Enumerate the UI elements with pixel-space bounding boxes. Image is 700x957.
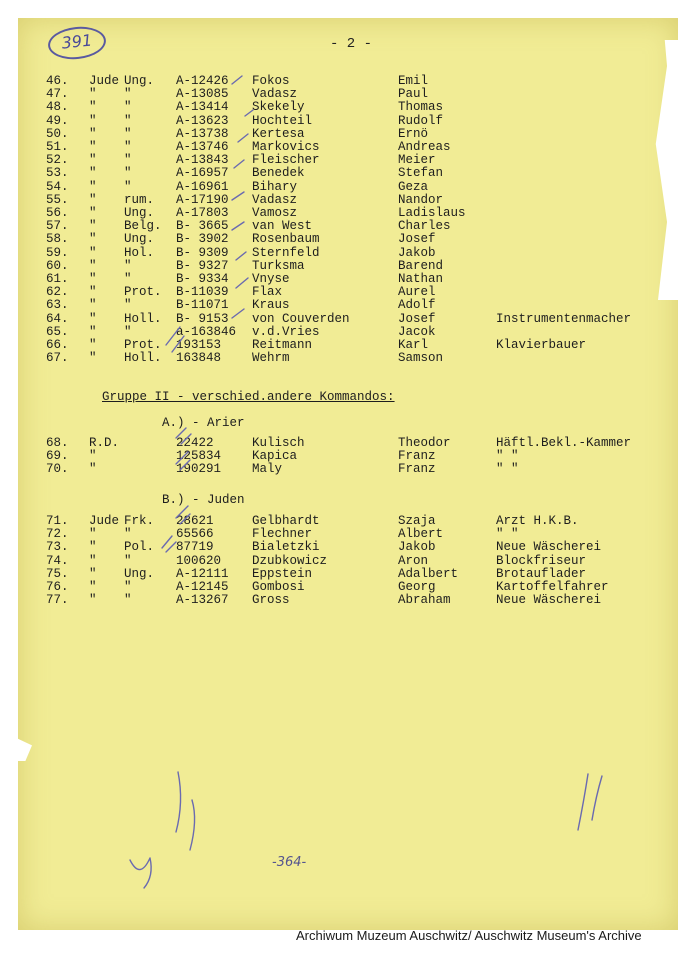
cell-cat: " [89, 87, 97, 102]
cell-nat: " [124, 580, 132, 594]
table-row [0, 593, 700, 607]
table-row [0, 338, 700, 352]
cell-nat: Pol. [124, 540, 155, 555]
table-row [0, 219, 700, 233]
table-row [0, 114, 700, 128]
cell-id: 87719 [176, 540, 214, 555]
cell-nat: " [124, 87, 132, 102]
cell-id: 22422 [176, 436, 214, 450]
cell-nat: Ung. [124, 566, 155, 581]
cell-first: Josef [398, 311, 436, 326]
group-heading: Gruppe II - verschied.andere Kommandos: [102, 390, 395, 404]
cell-nat: " [124, 126, 132, 141]
cell-first: Emil [398, 74, 429, 88]
cell-surname: Skekely [252, 100, 305, 115]
table-row [0, 259, 700, 273]
cell-num: 74. [46, 553, 69, 568]
cell-id: A-12111 [176, 566, 229, 581]
cell-surname: Rosenbaum [252, 232, 320, 247]
cell-surname: Benedek [252, 166, 305, 181]
cell-num: 58. [46, 232, 69, 247]
cell-num: 49. [46, 113, 69, 128]
table-row [0, 298, 700, 312]
cell-surname: Bihary [252, 179, 298, 194]
table-row [0, 180, 700, 194]
cell-num: 67. [46, 351, 69, 366]
cell-num: 64. [46, 311, 69, 326]
table-row [0, 246, 700, 260]
cell-nat: " [124, 140, 132, 154]
cell-surname: Vamosz [252, 206, 298, 220]
cell-id: A-13843 [176, 153, 229, 168]
cell-id: B- 9153 [176, 311, 229, 326]
cell-id: A-12426 [176, 74, 229, 88]
cell-surname: Gross [252, 593, 290, 608]
cell-cat: " [89, 462, 97, 477]
cell-id: 100620 [176, 553, 222, 568]
cell-job: Neue Wäscherei [496, 593, 602, 608]
cell-nat: " [124, 272, 132, 286]
cell-nat: Holl. [124, 311, 162, 326]
cell-id: A-13414 [176, 100, 229, 115]
cell-nat: " [124, 258, 132, 273]
cell-surname: Flechner [252, 527, 313, 542]
cell-cat: " [89, 126, 97, 141]
cell-num: 77. [46, 593, 69, 608]
cell-first: Barend [398, 258, 444, 273]
cell-id: B- 9327 [176, 258, 229, 273]
cell-num: 73. [46, 540, 69, 555]
cell-cat: " [89, 566, 97, 581]
cell-cat: " [89, 140, 97, 154]
table-row [0, 87, 700, 101]
cell-job: Arzt H.K.B. [496, 514, 579, 528]
cell-first: Aron [398, 553, 429, 568]
cell-num: 48. [46, 100, 69, 115]
cell-nat: " [124, 100, 132, 115]
table-row [0, 527, 700, 541]
cell-num: 70. [46, 462, 69, 477]
cell-cat: " [89, 206, 97, 220]
cell-nat: Ung. [124, 206, 155, 220]
cell-id: B- 9334 [176, 272, 229, 286]
cell-num: 56. [46, 206, 69, 220]
table-row [0, 567, 700, 581]
table-row [0, 436, 700, 450]
cell-surname: Hochteil [252, 113, 313, 128]
cell-cat: " [89, 580, 97, 594]
cell-id: B-11039 [176, 285, 229, 300]
cell-cat: " [89, 449, 97, 464]
cell-cat: " [89, 113, 97, 128]
cell-num: 53. [46, 166, 69, 181]
cell-cat: " [89, 285, 97, 300]
cell-num: 63. [46, 298, 69, 313]
cell-surname: Kapica [252, 449, 298, 464]
table-row [0, 462, 700, 476]
cell-first: Ernö [398, 126, 429, 141]
cell-job: Instrumentenmacher [496, 311, 632, 326]
cell-num: 51. [46, 140, 69, 154]
cell-surname: van West [252, 219, 313, 234]
cell-cat: " [89, 527, 97, 542]
cell-nat: " [124, 527, 132, 542]
page-number: - 2 - [330, 36, 373, 52]
cell-nat: " [124, 166, 132, 181]
cell-surname: Wehrm [252, 351, 290, 366]
cell-first: Paul [398, 87, 429, 102]
cell-nat: " [124, 593, 132, 608]
cell-surname: Gelbhardt [252, 514, 320, 528]
table-row [0, 514, 700, 528]
cell-job: Häftl.Bekl.-Kammer [496, 436, 632, 450]
cell-num: 46. [46, 74, 69, 88]
cell-surname: Dzubkowicz [252, 553, 328, 568]
table-row [0, 540, 700, 554]
cell-num: 69. [46, 449, 69, 464]
cell-nat: " [124, 298, 132, 313]
table-row [0, 325, 700, 339]
table-row [0, 285, 700, 299]
cell-cat: R.D. [89, 436, 120, 450]
cell-first: Geza [398, 179, 429, 194]
cell-surname: Kertesa [252, 126, 305, 141]
cell-nat: rum. [124, 192, 155, 207]
cell-nat: Ung. [124, 232, 155, 247]
cell-cat: " [89, 166, 97, 181]
cell-id: B-11071 [176, 298, 229, 313]
cell-first: Franz [398, 449, 436, 464]
cell-surname: Gombosi [252, 580, 305, 594]
cell-num: 47. [46, 87, 69, 102]
cell-nat: " [124, 324, 132, 339]
table-row [0, 554, 700, 568]
cell-cat: " [89, 272, 97, 286]
cell-cat: " [89, 298, 97, 313]
cell-nat: Hol. [124, 245, 155, 260]
cell-surname: Sternfeld [252, 245, 320, 260]
cell-cat: " [89, 553, 97, 568]
cell-first: Franz [398, 462, 436, 477]
cell-first: Georg [398, 580, 436, 594]
cell-num: 55. [46, 192, 69, 207]
cell-cat: " [89, 179, 97, 194]
cell-first: Adolf [398, 298, 436, 313]
cell-surname: Flax [252, 285, 283, 300]
cell-first: Abraham [398, 593, 451, 608]
cell-id: 125834 [176, 449, 222, 464]
cell-job: " " [496, 462, 519, 477]
cell-first: Szaja [398, 514, 436, 528]
cell-first: Charles [398, 219, 451, 234]
cell-cat: " [89, 593, 97, 608]
table-row [0, 580, 700, 594]
cell-first: Nandor [398, 192, 444, 207]
cell-first: Samson [398, 351, 444, 366]
cell-cat: " [89, 351, 97, 366]
cell-surname: Maly [252, 462, 283, 477]
cell-surname: Bialetzki [252, 540, 320, 555]
cell-first: Ladislaus [398, 206, 466, 220]
cell-first: Jacok [398, 324, 436, 339]
cell-id: 28621 [176, 514, 214, 528]
cell-cat: " [89, 540, 97, 555]
cell-cat: " [89, 311, 97, 326]
cell-surname: Markovics [252, 140, 320, 154]
table-row [0, 351, 700, 365]
cell-id: 193153 [176, 338, 222, 352]
cell-num: 75. [46, 566, 69, 581]
table-row [0, 140, 700, 154]
cell-cat: " [89, 219, 97, 234]
cell-num: 68. [46, 436, 69, 450]
cell-surname: Kulisch [252, 436, 305, 450]
cell-surname: Eppstein [252, 566, 313, 581]
cell-first: Thomas [398, 100, 444, 115]
cell-first: Karl [398, 338, 429, 352]
cell-job: Kartoffelfahrer [496, 580, 609, 594]
cell-first: Jakob [398, 245, 436, 260]
cell-cat: " [89, 232, 97, 247]
cell-nat: " [124, 113, 132, 128]
table-row [0, 272, 700, 286]
table-row [0, 127, 700, 141]
cell-job: Blockfriseur [496, 553, 587, 568]
cell-num: 59. [46, 245, 69, 260]
cell-id: A-13738 [176, 126, 229, 141]
cell-id: A-13623 [176, 113, 229, 128]
cell-first: Andreas [398, 140, 451, 154]
cell-cat: " [89, 192, 97, 207]
cell-cat: " [89, 338, 97, 352]
cell-surname: Fleischer [252, 153, 320, 168]
cell-num: 57. [46, 219, 69, 234]
cell-job: Klavierbauer [496, 338, 587, 352]
cell-num: 61. [46, 272, 69, 286]
cell-id: 190291 [176, 462, 222, 477]
cell-num: 50. [46, 126, 69, 141]
cell-num: 54. [46, 179, 69, 194]
cell-num: 52. [46, 153, 69, 168]
cell-id: A-13267 [176, 593, 229, 608]
cell-id: A-13746 [176, 140, 229, 154]
cell-id: A-17803 [176, 206, 229, 220]
cell-id: 163848 [176, 351, 222, 366]
cell-nat: " [124, 179, 132, 194]
table-row [0, 206, 700, 220]
cell-nat: Belg. [124, 219, 162, 234]
table-row [0, 232, 700, 246]
table-row [0, 153, 700, 167]
cell-first: Rudolf [398, 113, 444, 128]
section-a-heading: A.) - Arier [162, 416, 245, 430]
cell-surname: v.d.Vries [252, 324, 320, 339]
cell-num: 60. [46, 258, 69, 273]
cell-id: B- 3665 [176, 219, 229, 234]
table-row [0, 100, 700, 114]
table-row [0, 166, 700, 180]
cell-num: 65. [46, 324, 69, 339]
cell-id: B- 3902 [176, 232, 229, 247]
cell-cat: " [89, 324, 97, 339]
cell-job: " " [496, 527, 519, 542]
cell-num: 62. [46, 285, 69, 300]
cell-nat: " [124, 153, 132, 168]
cell-first: Josef [398, 232, 436, 247]
cell-nat: Frk. [124, 514, 155, 528]
cell-cat: " [89, 245, 97, 260]
cell-nat: " [124, 553, 132, 568]
cell-cat: " [89, 100, 97, 115]
table-row [0, 193, 700, 207]
cell-first: Nathan [398, 272, 444, 286]
cell-id: A-12145 [176, 580, 229, 594]
cell-id: A-16957 [176, 166, 229, 181]
cell-num: 76. [46, 580, 69, 594]
cell-nat: Prot. [124, 285, 162, 300]
cell-id: A-13085 [176, 87, 229, 102]
cell-id: A-17190 [176, 192, 229, 207]
cell-job: " " [496, 449, 519, 464]
cell-cat: " [89, 153, 97, 168]
cell-nat: Prot. [124, 338, 162, 352]
cell-first: Stefan [398, 166, 444, 181]
table-row [0, 449, 700, 463]
table-row [0, 312, 700, 326]
cell-id: A-16961 [176, 179, 229, 194]
section-b-heading: B.) - Juden [162, 493, 245, 507]
cell-surname: Vadasz [252, 87, 298, 102]
cell-surname: Vadasz [252, 192, 298, 207]
cell-first: Adalbert [398, 566, 459, 581]
archive-credit: Archiwum Muzeum Auschwitz/ Auschwitz Museum's Archive [296, 928, 642, 943]
cell-cat: " [89, 258, 97, 273]
cell-surname: Kraus [252, 298, 290, 313]
cell-surname: Fokos [252, 74, 290, 88]
cell-surname: Turksma [252, 258, 305, 273]
cell-first: Theodor [398, 436, 451, 450]
cell-cat: Jude [89, 74, 120, 88]
cell-first: Jakob [398, 540, 436, 555]
cell-first: Albert [398, 527, 444, 542]
cell-first: Meier [398, 153, 436, 168]
cell-job: Brotauflader [496, 566, 587, 581]
handwritten-page-number: -364- [272, 855, 307, 870]
cell-id: B- 9309 [176, 245, 229, 260]
cell-num: 72. [46, 527, 69, 542]
folio-number: 391 [46, 24, 107, 62]
cell-nat: Ung. [124, 74, 155, 88]
cell-surname: Vnyse [252, 272, 290, 286]
cell-num: 66. [46, 338, 69, 352]
cell-surname: Reitmann [252, 338, 313, 352]
cell-job: Neue Wäscherei [496, 540, 602, 555]
cell-num: 71. [46, 514, 69, 528]
cell-cat: Jude [89, 514, 120, 528]
cell-nat: Holl. [124, 351, 162, 366]
cell-id: 65566 [176, 527, 214, 542]
cell-first: Aurel [398, 285, 436, 300]
cell-id: a-163846 [176, 324, 237, 339]
table-row [0, 74, 700, 88]
cell-surname: von Couverden [252, 311, 350, 326]
